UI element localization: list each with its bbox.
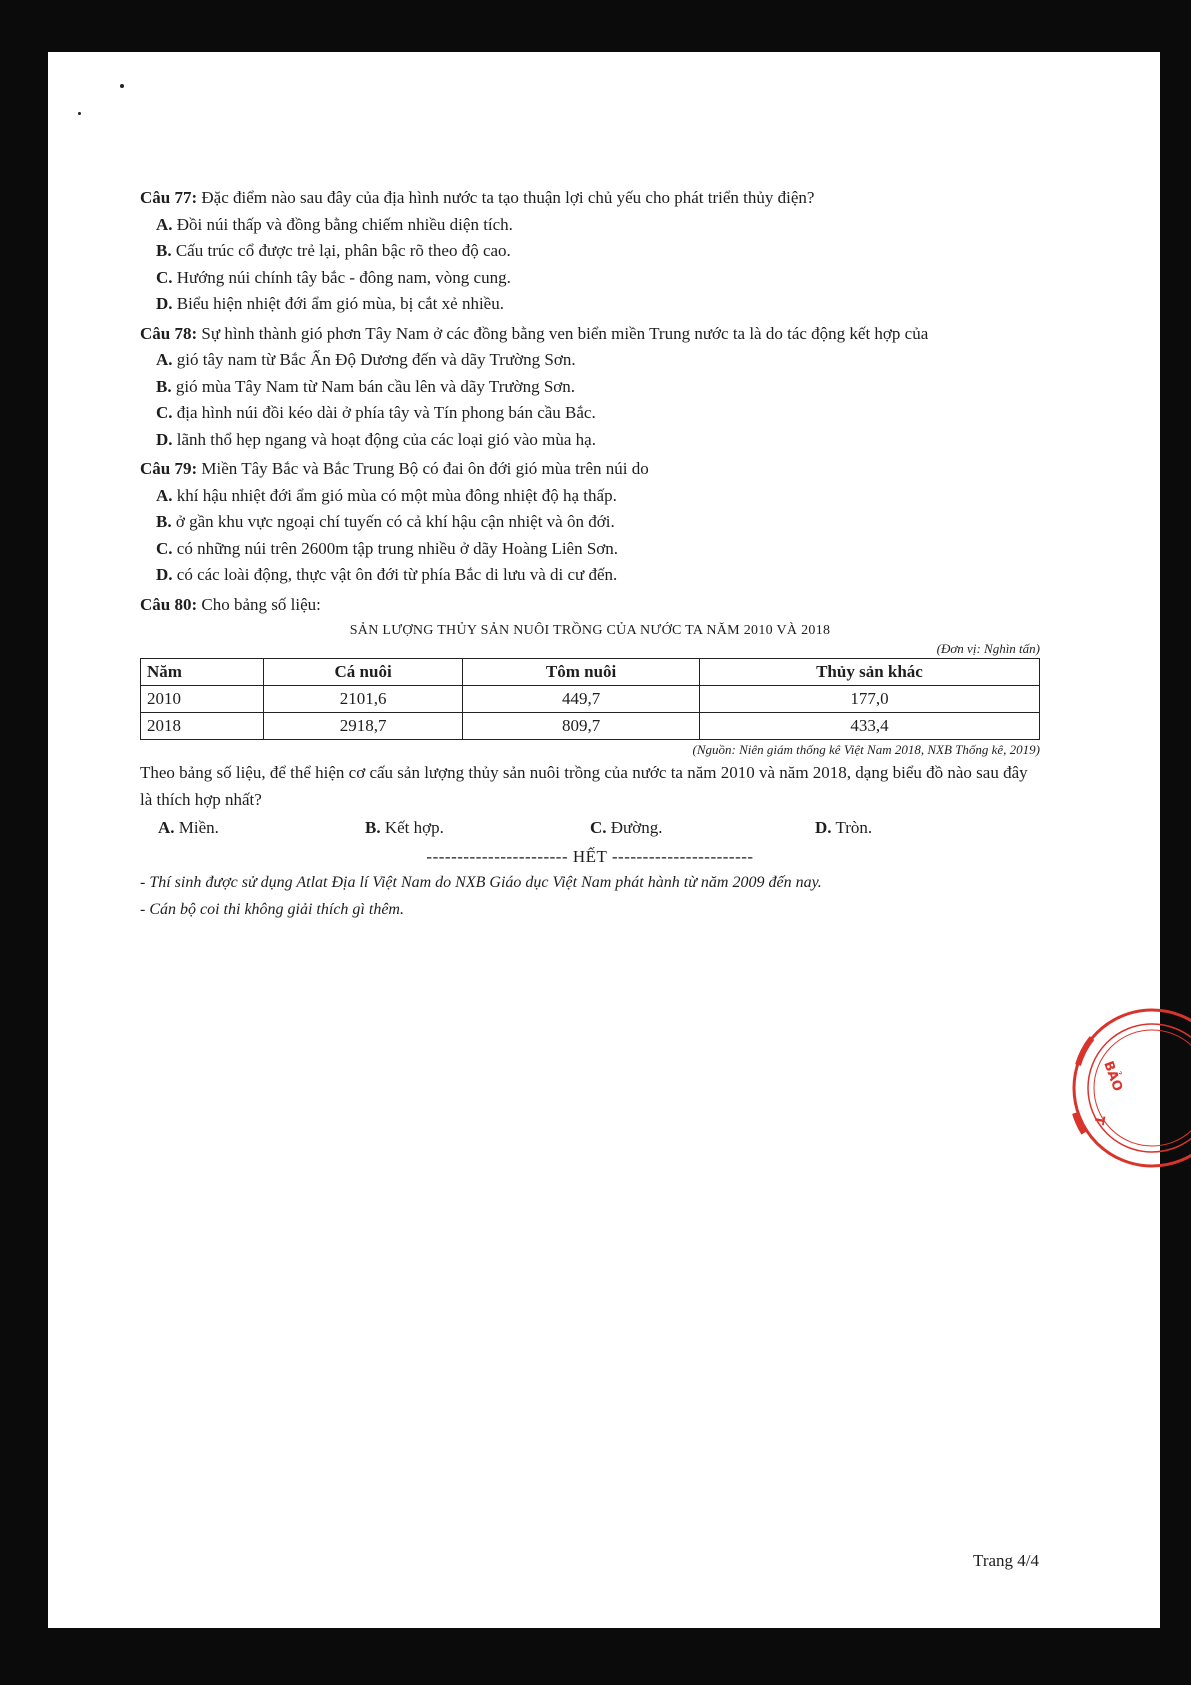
option-79-a bbox=[156, 483, 1040, 510]
option-text: Tròn. bbox=[835, 818, 873, 837]
svg-text:T: T bbox=[1090, 1114, 1107, 1126]
table-cell: 2010 bbox=[141, 686, 264, 713]
note-atlas: - Thí sinh được sử dụng Atlat Địa lí Việt Nam do NXB Giáo dục Việt Nam phát hành từ năm 2009 đến nay. bbox=[140, 874, 822, 891]
stamp-seal-icon bbox=[1052, 1003, 1191, 1173]
option-77-b bbox=[156, 238, 1040, 265]
table-source: (Nguồn: Niên giám thống kê Việt Nam 2018, NXB Thống kê, 2019) bbox=[692, 742, 1040, 757]
question-79 bbox=[140, 456, 1040, 483]
option-77-c bbox=[156, 265, 1040, 292]
answer-b bbox=[365, 815, 590, 842]
option-text: Đồi núi thấp và đồng bằng chiếm nhiều diện tích. bbox=[176, 214, 513, 234]
exam-content bbox=[140, 185, 1040, 923]
option-key: D. bbox=[156, 429, 173, 449]
option-text: địa hình núi đồi kéo dài ở phía tây và Tín phong bán cầu Bắc. bbox=[176, 403, 596, 422]
option-key: D. bbox=[156, 294, 173, 313]
answer-c bbox=[590, 815, 815, 842]
question-number: Câu 80: bbox=[140, 594, 198, 614]
scan-speck bbox=[78, 112, 81, 115]
option-text: Miền. bbox=[178, 818, 219, 837]
table-row bbox=[141, 713, 1040, 740]
question-78 bbox=[140, 321, 1040, 348]
header-year: Năm bbox=[141, 659, 264, 686]
answer-a bbox=[140, 815, 365, 842]
option-key: D. bbox=[815, 818, 832, 837]
option-key: D. bbox=[156, 565, 173, 584]
option-text: Cấu trúc cổ được trẻ lại, phân bậc rõ theo độ cao. bbox=[175, 241, 511, 260]
table-cell: 177,0 bbox=[699, 686, 1039, 713]
note-proctor: - Cán bộ coi thi không giải thích gì thêm. bbox=[140, 900, 404, 918]
question-text: Miền Tây Bắc và Bắc Trung Bộ có đai ôn đới gió mùa trên núi do bbox=[201, 459, 649, 478]
option-78-c bbox=[156, 400, 1040, 427]
scan-speck bbox=[120, 84, 124, 88]
option-key: C. bbox=[156, 538, 173, 558]
option-key: B. bbox=[156, 512, 172, 531]
option-text: gió tây nam từ Bắc Ấn Độ Dương đến và dãy Trường Sơn. bbox=[176, 350, 576, 369]
end-marker: ----------------------- HẾT ----------------------- bbox=[426, 846, 754, 866]
table-cell: 449,7 bbox=[463, 686, 700, 713]
table-cell: 2018 bbox=[141, 713, 264, 740]
option-79-c bbox=[156, 536, 1040, 563]
table-cell: 2101,6 bbox=[264, 686, 463, 713]
table-header-row bbox=[141, 659, 1040, 686]
option-78-d bbox=[156, 427, 1040, 454]
option-key: B. bbox=[156, 241, 172, 260]
option-key: A. bbox=[156, 485, 173, 505]
option-key: B. bbox=[365, 818, 381, 837]
option-key: A. bbox=[156, 214, 173, 234]
option-key: B. bbox=[156, 376, 172, 396]
option-77-d bbox=[156, 291, 1040, 318]
question-text: Sự hình thành gió phơn Tây Nam ở các đồng bằng ven biển miền Trung nước ta là do tác động kết hợp của bbox=[201, 323, 929, 343]
option-key: A. bbox=[158, 818, 175, 837]
table-cell: 809,7 bbox=[463, 713, 700, 740]
answer-options bbox=[140, 815, 1040, 842]
option-text: ở gần khu vực ngoại chí tuyến có cả khí hậu cận nhiệt và ôn đới. bbox=[175, 512, 615, 531]
option-text: có những núi trên 2600m tập trung nhiều ở dãy Hoàng Liên Sơn. bbox=[176, 538, 619, 558]
option-text: Biểu hiện nhiệt đới ẩm gió mùa, bị cắt xẻ nhiều. bbox=[176, 294, 504, 313]
option-key: C. bbox=[156, 403, 173, 422]
table-cell: 433,4 bbox=[699, 713, 1039, 740]
question-80-prompt: Theo bảng số liệu, để thể hiện cơ cấu sản lượng thủy sản nuôi trồng của nước ta năm 2010 và năm 2018, dạng biểu đồ nào sau đây là thích hợp nhất? bbox=[140, 763, 1028, 809]
option-text: Kết hợp. bbox=[384, 818, 444, 837]
option-78-a bbox=[156, 347, 1040, 374]
page-number: Trang 4/4 bbox=[973, 1551, 1039, 1570]
question-80 bbox=[140, 592, 1040, 619]
option-text: lãnh thổ hẹp ngang và hoạt động của các loại gió vào mùa hạ. bbox=[176, 429, 596, 449]
header-shrimp: Tôm nuôi bbox=[463, 659, 700, 686]
option-77-a bbox=[156, 212, 1040, 239]
option-79-b bbox=[156, 509, 1040, 536]
question-text: Đặc điểm nào sau đây của địa hình nước ta tạo thuận lợi chủ yếu cho phát triển thủy điện? bbox=[201, 188, 815, 207]
stamp-text: BẢO bbox=[1100, 1059, 1125, 1094]
option-key: A. bbox=[156, 350, 173, 369]
table-cell: 2918,7 bbox=[264, 713, 463, 740]
option-key: C. bbox=[590, 818, 607, 837]
option-key: C. bbox=[156, 267, 173, 287]
option-text: khí hậu nhiệt đới ẩm gió mùa có một mùa đông nhiệt độ hạ thấp. bbox=[176, 485, 617, 505]
question-number: Câu 78: bbox=[140, 323, 198, 343]
option-text: Đường. bbox=[610, 818, 663, 837]
question-number: Câu 77: bbox=[140, 188, 198, 207]
header-other: Thủy sản khác bbox=[699, 659, 1039, 686]
answer-d bbox=[815, 815, 1040, 842]
option-78-b bbox=[156, 374, 1040, 401]
data-table bbox=[140, 658, 1040, 740]
table-unit: (Đơn vị: Nghìn tấn) bbox=[936, 641, 1040, 656]
option-text: Hướng núi chính tây bắc - đông nam, vòng cung. bbox=[176, 267, 511, 287]
header-fish: Cá nuôi bbox=[264, 659, 463, 686]
option-text: gió mùa Tây Nam từ Nam bán cầu lên và dãy Trường Sơn. bbox=[175, 376, 576, 396]
table-title: SẢN LƯỢNG THỦY SẢN NUÔI TRỒNG CỦA NƯỚC TA NĂM 2010 VÀ 2018 bbox=[349, 623, 831, 638]
question-text: Cho bảng số liệu: bbox=[201, 594, 321, 614]
option-text: có các loài động, thực vật ôn đới từ phía Bắc di lưu và di cư đến. bbox=[176, 565, 618, 584]
red-stamp bbox=[1052, 1003, 1191, 1173]
question-77 bbox=[140, 185, 1040, 212]
option-79-d bbox=[156, 562, 1040, 589]
table-row bbox=[141, 686, 1040, 713]
question-number: Câu 79: bbox=[140, 459, 198, 478]
